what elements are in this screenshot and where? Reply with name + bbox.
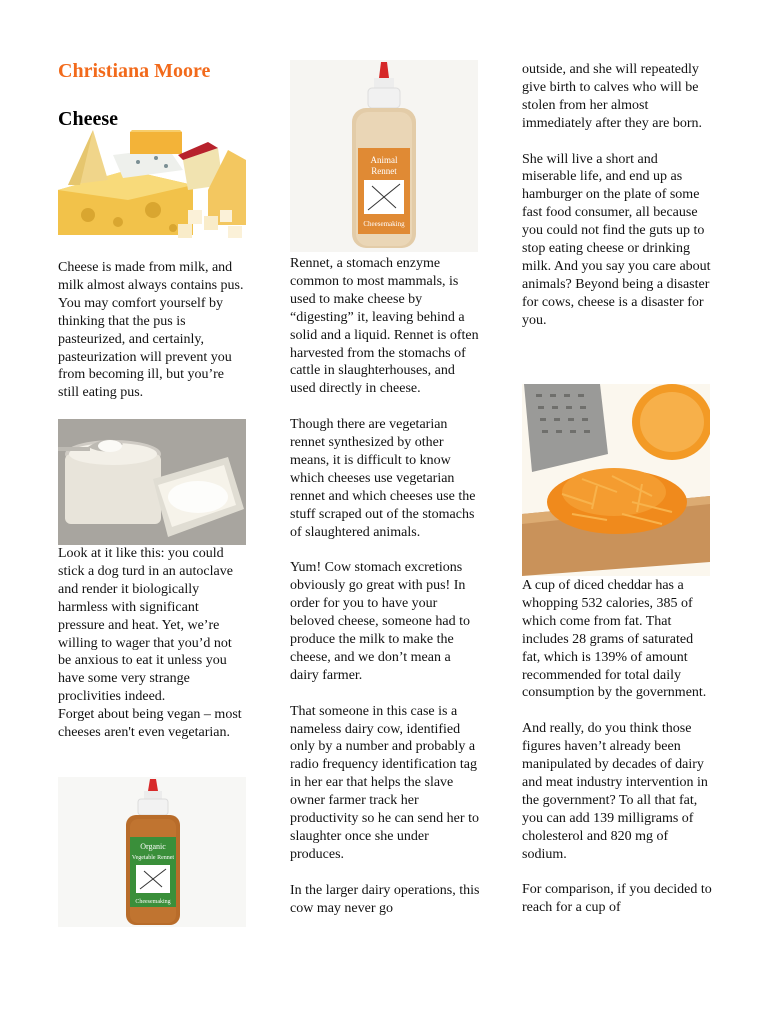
cheese-platter-image	[58, 130, 246, 240]
animal-rennet-bottle-image	[290, 60, 478, 252]
col1-paragraph-2: Look at it like this: you could stick a dog turd in an autoclave and render it biologically harmless with significant pressure and heat. Yet, we’re willing to wager that you’d not be anxious to eat it unless you have some very strange proclivities indeed.	[58, 546, 233, 705]
col2-paragraph-1: Rennet, a stomach enzyme common to most mammals, is used to make cheese by “digesting” it, leaving behind a solid and a liquid. Rennet is often harvested from the stomachs of cattle in slaughterhouses, and used directly in cheese.	[290, 256, 479, 397]
col1-paragraph-3: Forget about being vegan – most cheeses aren't even vegetarian.	[58, 707, 242, 741]
col2-paragraph-4: That someone in this case is a nameless dairy cow, identified only by a number and probably a radio frequency identification tag in her ear that helps the slave owner farmer track her productivity so he can send her to slaughter once she under produces.	[290, 703, 479, 862]
bottle2-brand: Cheesemaking	[135, 899, 171, 905]
bottle1-label-line1: Animal	[370, 155, 398, 165]
bottle2-label-line2: Vegetable Rennet	[131, 855, 175, 861]
col3-paragraph-1: outside, and she will repeatedly give birth to calves who will be stolen from her almost immediately after they are born.	[522, 62, 702, 131]
bottle2-label-line1: Organic	[140, 842, 166, 851]
col1-paragraph-1: Cheese is made from milk, and milk almost always contains pus. You may comfort yourself by thinking that the pus is pasteurized, and certainly, pasteurization will prevent you from becoming ill, but you’re still eating pus.	[58, 260, 244, 401]
bottle1-brand: Cheesemaking	[363, 220, 405, 228]
shredded-cheese-grater-image	[522, 384, 710, 576]
vegetable-rennet-bottle-image	[58, 777, 246, 927]
col3-paragraph-2: She will live a short and miserable life, and end up as hamburger on the plate of some fast food consumer, all because you could not find the guts up to stop eating cheese or drinking milk. And you say you care about animals? Beyond being a disaster for cows, cheese is a disaster for you.	[522, 151, 711, 328]
col3-paragraph-5: For comparison, if you decided to reach for a cup of	[522, 882, 712, 916]
col2-paragraph-2: Though there are vegetarian rennet synthesized by other means, it is difficult to know which cheeses use vegetarian rennet and which cheeses use the stuff scraped out of the stomachs of slaughtered animals.	[290, 417, 476, 540]
col3-paragraph-3: A cup of diced cheddar has a whopping 532 calories, 385 of which come from fat. That includes 28 grams of saturated fat, which is 139% of amount recommended for total daily consumption by the government.	[522, 578, 707, 701]
col2-paragraph-3: Yum! Cow stomach excretions obviously go great with pus! In order for you to have your beloved cheese, someone had to produce the milk to make the cheese, and we don’t mean a dairy farmer.	[290, 560, 470, 683]
yogurt-jars-image	[58, 419, 246, 545]
article-title: Cheese	[58, 108, 118, 130]
col2-paragraph-5: In the larger dairy operations, this cow may never go	[290, 882, 480, 916]
author-name: Christiana Moore	[58, 60, 211, 82]
col3-paragraph-4: And really, do you think those figures haven’t already been manipulated by decades of dairy and meat industry intervention in the government? To all that fat, you can add 139 milligrams of cholesterol and 820 mg of sodium.	[522, 721, 708, 862]
bottle1-label-line2: Rennet	[371, 166, 397, 176]
